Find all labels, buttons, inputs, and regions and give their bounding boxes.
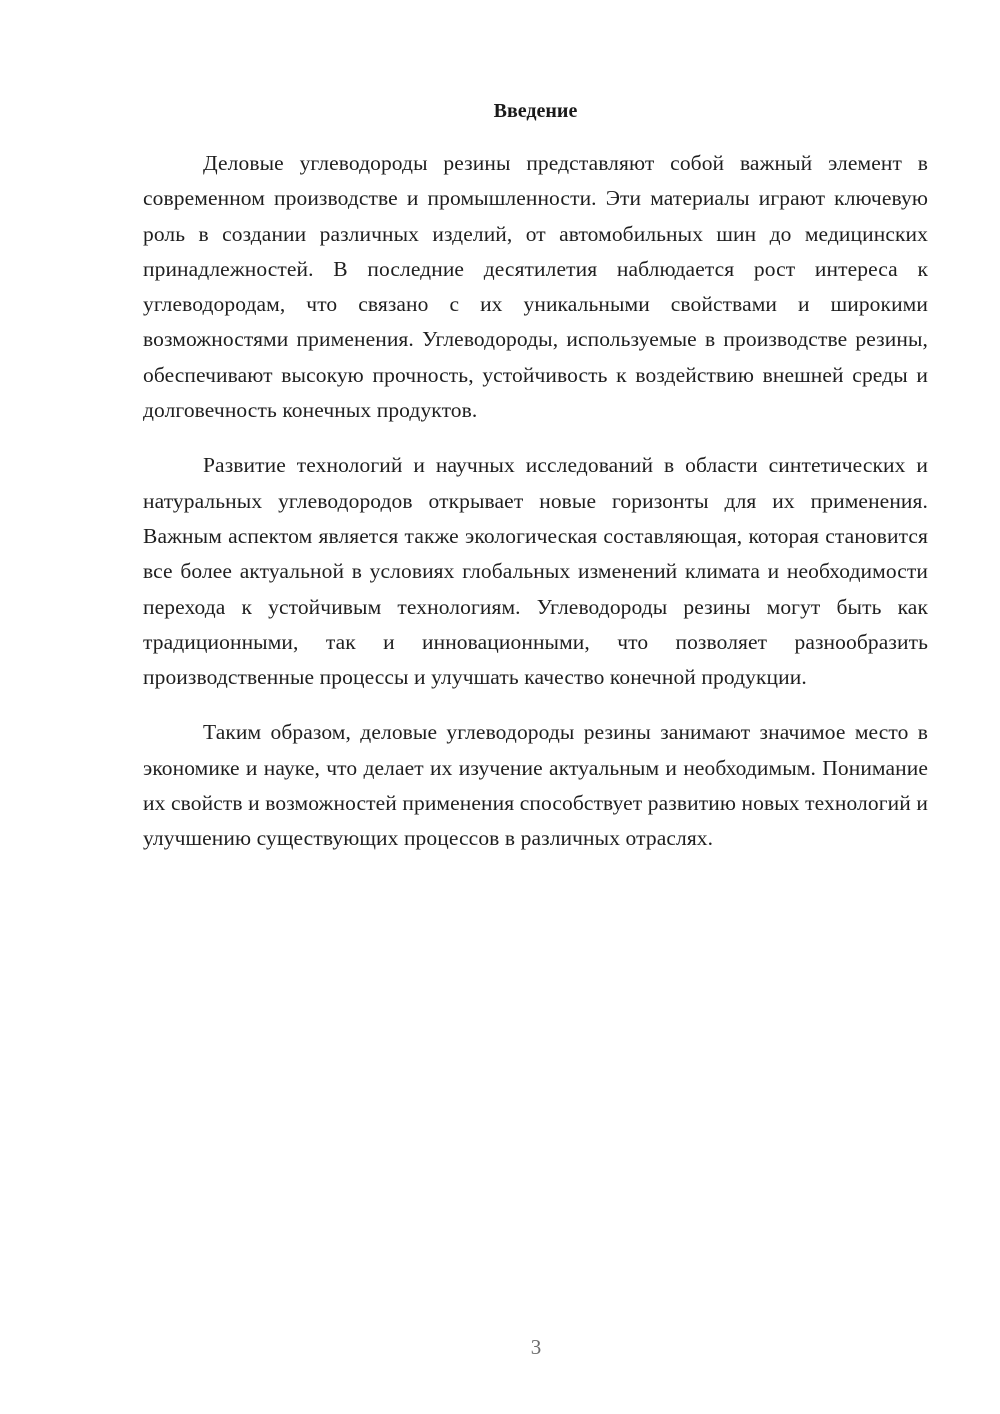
section-title: Введение	[493, 100, 578, 122]
page-content	[143, 98, 928, 877]
paragraph-2: Развитие технологий и научных исследований в области синтетических и натуральных углеводородов открывает новые горизонты для их применения. Важным аспектом является также экологическая составляющая, которая становится все более актуальной в условиях глобальных изменений климата и необходимости перехода к устойчивым технологиям. Углеводороды резины могут быть как традиционными, так и инновационными, что позволяет разнообразить производственные процессы и улучшать качество конечной продукции.	[143, 453, 928, 690]
paragraph-1: Деловые углеводороды резины представляют собой важный элемент в современном производстве и промышленности. Эти материалы играют ключевую роль в создании различных изделий, от автомобильных шин до медицинских принадлежностей. В последние десятилетия наблюдается рост интереса к углеводородам, что связано с их уникальными свойствами и широкими возможностями применения. Углеводороды, используемые в производстве резины, обеспечивают высокую прочность, устойчивость к воздействию внешней среды и долговечность конечных продуктов.	[143, 151, 928, 423]
paragraph-3: Таким образом, деловые углеводороды резины занимают значимое место в экономике и науке, что делает их изучение актуальным и необходимым. Понимание их свойств и возможностей применения способствует развитию новых технологий и улучшению существующих процессов в различных отраслях.	[143, 720, 928, 851]
page-number: 3	[530, 1335, 542, 1359]
